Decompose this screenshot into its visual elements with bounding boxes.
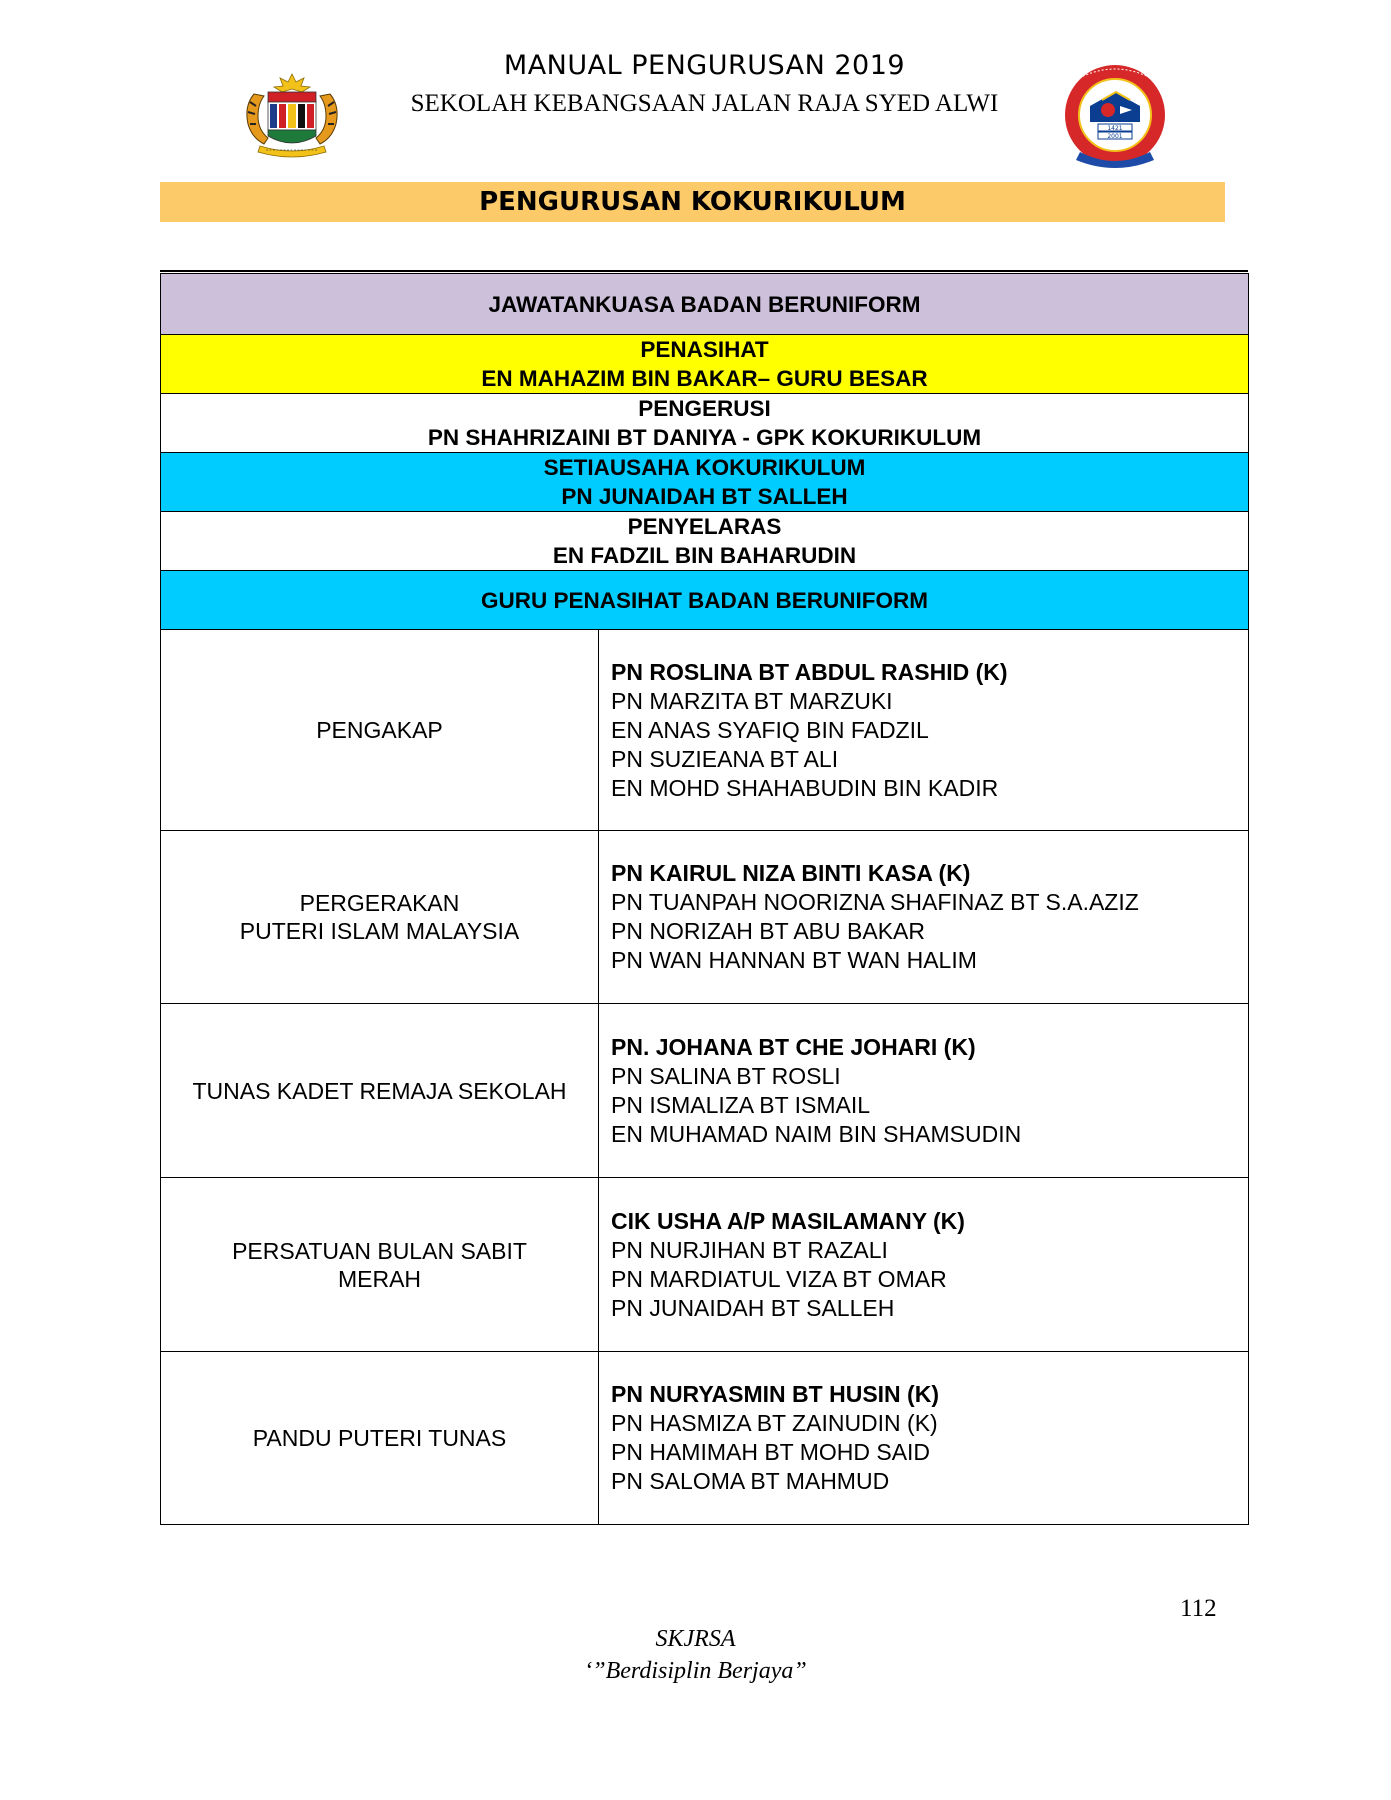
logo-year-gregorian: 2001 [1107,133,1123,140]
member: PN NORIZAH BT ABU BAKAR [611,918,925,944]
role-name: PN JUNAIDAH BT SALLEH [561,484,848,509]
footer-school-abbr: SKJRSA [655,1626,736,1652]
member: PN SALOMA BT MAHMUD [611,1468,890,1494]
unit-row-kadet-remaja [161,1004,1249,1178]
role-cell-pengerusi [161,394,1249,453]
unit-name: PANDU PUTERI TUNAS [252,1425,507,1451]
member: PN SALINA BT ROSLI [611,1062,841,1089]
unit-row-pengakap [161,630,1249,831]
member: PN SUZIEANA BT ALI [611,745,839,772]
member: PN ISMALIZA BT ISMAIL [611,1091,871,1118]
table-title: JAWATANKUASA BADAN BERUNIFORM [161,274,1249,335]
document-title: MANUAL PENGURUSAN 2019 [503,50,906,81]
role-cell-penyelaras [161,512,1249,571]
unit-name: PENGAKAP [316,717,443,743]
footer-motto: ‘”Berdisiplin Berjaya” [584,1658,807,1684]
unit-name: PERGERAKAN [299,890,460,916]
unit-name-cell [161,1352,599,1525]
role-name: EN FADZIL BIN BAHARUDIN [552,543,857,568]
unit-name: MERAH [337,1265,422,1292]
member: PN NURJIHAN BT RAZALI [611,1236,888,1263]
member: EN MOHD SHAHABUDIN BIN KADIR [611,774,999,801]
member: EN MUHAMAD NAIM BIN SHAMSUDIN [611,1120,1022,1147]
role-name: PN SHAHRIZAINI BT DANIYA - GPK KOKURIKULUM [427,425,982,450]
members-cell [599,831,1249,1004]
member: PN TUANPAH NOORIZNA SHAFINAZ BT S.A.AZIZ [611,889,1139,915]
unit-name-cell [161,1178,599,1352]
role-cell-setiausaha [161,453,1249,512]
unit-leader: PN. JOHANA BT CHE JOHARI (K) [611,1033,976,1060]
role-label: SETIAUSAHA KOKURIKULUM [543,455,866,480]
member: EN ANAS SYAFIQ BIN FADZIL [611,716,929,743]
member: PN WAN HANNAN BT WAN HALIM [611,947,977,973]
members-cell [599,1178,1249,1352]
unit-row-pandu-puteri [161,1352,1249,1525]
committee-table [160,273,1249,1525]
table-title-row [161,274,1249,335]
guru-header-row [161,571,1249,630]
school-logo-icon [1062,62,1168,168]
unit-name-cell [161,630,599,831]
members-cell [599,1352,1249,1525]
unit-name: TUNAS KADET REMAJA SEKOLAH [192,1077,567,1104]
guru-header: GURU PENASIHAT BADAN BERUNIFORM [161,571,1249,630]
role-name: EN MAHAZIM BIN BAKAR– GURU BESAR [481,366,928,391]
unit-leader: PN NURYASMIN BT HUSIN (K) [611,1381,939,1407]
unit-row-bulan-sabit [161,1178,1249,1352]
school-name: SEKOLAH KEBANGSAAN JALAN RAJA SYED ALWI [410,90,999,117]
page-number: 112 [1180,1595,1217,1622]
table-top-rule [160,270,1248,272]
role-label: PENYELARAS [627,514,782,539]
unit-name-cell [161,1004,599,1178]
section-banner: PENGURUSAN KOKURIKULUM [160,182,1225,222]
role-label: PENGERUSI [638,396,771,421]
role-row-penasihat [161,335,1249,394]
member: PN MARZITA BT MARZUKI [611,687,893,714]
members-cell [599,1004,1249,1178]
role-cell-penasihat [161,335,1249,394]
unit-name: PUTERI ISLAM MALAYSIA [239,918,520,944]
unit-name: PERSATUAN BULAN SABIT [232,1237,527,1264]
unit-leader: PN ROSLINA BT ABDUL RASHID (K) [611,658,1008,685]
role-row-setiausaha [161,453,1249,512]
logo-year-hijri: 1421 [1107,125,1123,132]
coat-of-arms-icon [236,72,348,162]
role-label: PENASIHAT [640,337,769,362]
unit-leader: CIK USHA A/P MASILAMANY (K) [611,1207,965,1234]
members-cell [599,630,1249,831]
member: PN JUNAIDAH BT SALLEH [611,1294,895,1321]
role-row-pengerusi [161,394,1249,453]
unit-row-puteri-islam [161,831,1249,1004]
member: PN MARDIATUL VIZA BT OMAR [611,1265,947,1292]
unit-name-cell [161,831,599,1004]
member: PN HASMIZA BT ZAINUDIN (K) [611,1410,938,1436]
member: PN HAMIMAH BT MOHD SAID [611,1439,931,1465]
unit-leader: PN KAIRUL NIZA BINTI KASA (K) [611,860,971,886]
role-row-penyelaras [161,512,1249,571]
